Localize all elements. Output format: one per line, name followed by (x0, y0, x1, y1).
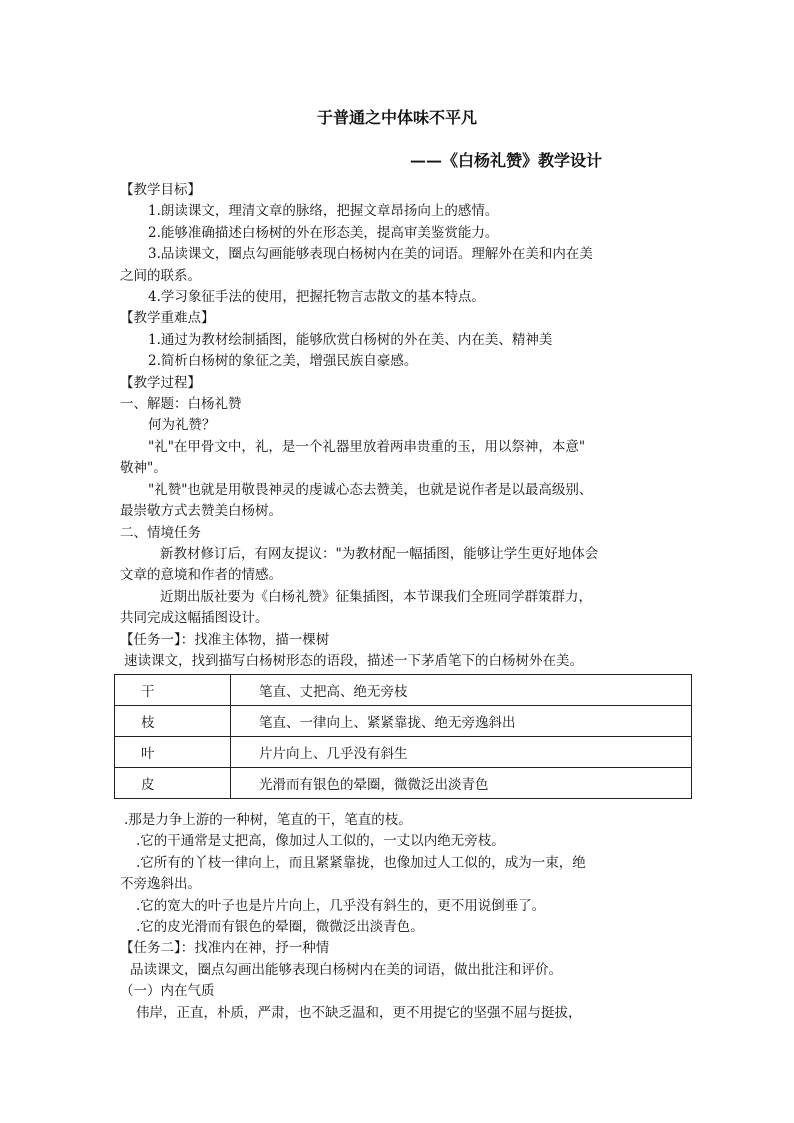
description-cell: 光滑而有银色的晕圈，微微泛出淡青色 (231, 768, 692, 799)
document-title: 于普通之中体味不平凡 (316, 108, 477, 127)
description-cell: 笔直、一律向上、紧紧靠拢、绝无旁逸斜出 (231, 706, 692, 737)
description-cell: 片片向上、几乎没有斜生 (231, 737, 692, 768)
body-text-continued (120, 810, 680, 1024)
table-row (115, 675, 692, 706)
text-line: 2.简析白杨树的象征之美，增强民族自豪感。 (148, 353, 418, 370)
document-subtitle: ——《白杨礼赞》教学设计 (410, 151, 603, 170)
tree-part-cell: 皮 (115, 768, 231, 799)
text-line: 4.学习象征手法的使用，把握托物言志散文的基本特点。 (148, 289, 485, 306)
text-line: 【教学目标】 (120, 182, 201, 198)
text-line: 【任务一】：找准主体物，描一棵树 (120, 631, 330, 648)
exterior-feature-table (114, 674, 692, 799)
text-line: 二、情境任务 (120, 524, 201, 541)
text-line: 【教学过程】 (120, 374, 201, 391)
text-line: 2.能够准确描述白杨树的外在形态美，提高审美鉴赏能力。 (148, 224, 499, 241)
text-line: 【教学重难点】 (120, 310, 215, 327)
table-row (115, 768, 692, 799)
text-line: 新教材修订后，有网友提议："为教材配一幅插图，能够让学生更好地体会 (160, 545, 599, 562)
description-cell: 笔直、丈把高、绝无旁枝 (231, 675, 692, 706)
table-row (115, 706, 692, 737)
text-line: 文章的意境和作者的情感。 (120, 567, 282, 584)
tree-part-cell: 干 (115, 675, 231, 706)
text-line: 速读课文，找到描写白杨树形态的语段，描述一下茅盾笔下的白杨树外在美。 (124, 652, 583, 669)
text-line: 【任务二】：找准内在神，抒一种情 (120, 940, 330, 957)
text-line: .它所有的丫枝一律向上，而且紧紧靠拢，也像加过人工似的，成为一束，绝 (136, 854, 586, 871)
text-line: .它的宽大的叶子也是片片向上，几乎没有斜生的，更不用说倒垂了。 (136, 897, 546, 914)
text-line: "礼赞"也就是用敬畏神灵的虔诚心态去赞美，也就是说作者是以最高级别、 (148, 481, 593, 498)
text-line: 之间的联系。 (120, 267, 201, 284)
text-line: "礼"在甲骨文中，礼，是一个礼器里放着两串贵重的玉，用以祭神，本意" (148, 438, 586, 455)
text-line: （一）内在气质 (120, 983, 215, 1000)
text-line: 最崇敬方式去赞美白杨树。 (120, 503, 282, 520)
table-row (115, 737, 692, 768)
text-line: 品读课文，圈点勾画出能够表现白杨树内在美的词语，做出批注和评价。 (130, 961, 562, 978)
tree-part-cell: 叶 (115, 737, 231, 768)
text-line: .那是力争上游的一种树，笔直的干，笔直的枝。 (124, 812, 412, 828)
tree-part-cell: 枝 (115, 706, 231, 737)
text-line: 伟岸，正直，朴质，严肃，也不缺乏温和，更不用提它的坚强不屈与挺拔， (136, 1004, 582, 1021)
body-text (120, 180, 680, 672)
text-line: 1.通过为教材绘制插图，能够欣赏白杨树的外在美、内在美、精神美 (148, 331, 553, 348)
text-line: .它的皮光滑而有银色的晕圈，微微泛出淡青色。 (136, 919, 424, 936)
text-line: 1.朗读课文，理清文章的脉络，把握文章昂扬向上的感情。 (148, 203, 499, 220)
text-line: 敬神"。 (120, 460, 167, 477)
text-line: .它的干通常是丈把高，像加过人工似的，一丈以内绝无旁枝。 (136, 833, 505, 850)
text-line: 近期出版社要为《白杨礼赞》征集插图，本节课我们全班同学群策群力， (160, 588, 592, 605)
text-line: 3.品读课文，圈点勾画能够表现白杨树内在美的词语。理解外在美和内在美 (148, 246, 593, 263)
text-line: 一、解题：白杨礼赞 (120, 396, 242, 413)
text-line: 何为礼赞？ (148, 417, 216, 434)
text-line: 共同完成这幅插图设计。 (120, 610, 269, 627)
text-line: 不旁逸斜出。 (120, 876, 201, 893)
